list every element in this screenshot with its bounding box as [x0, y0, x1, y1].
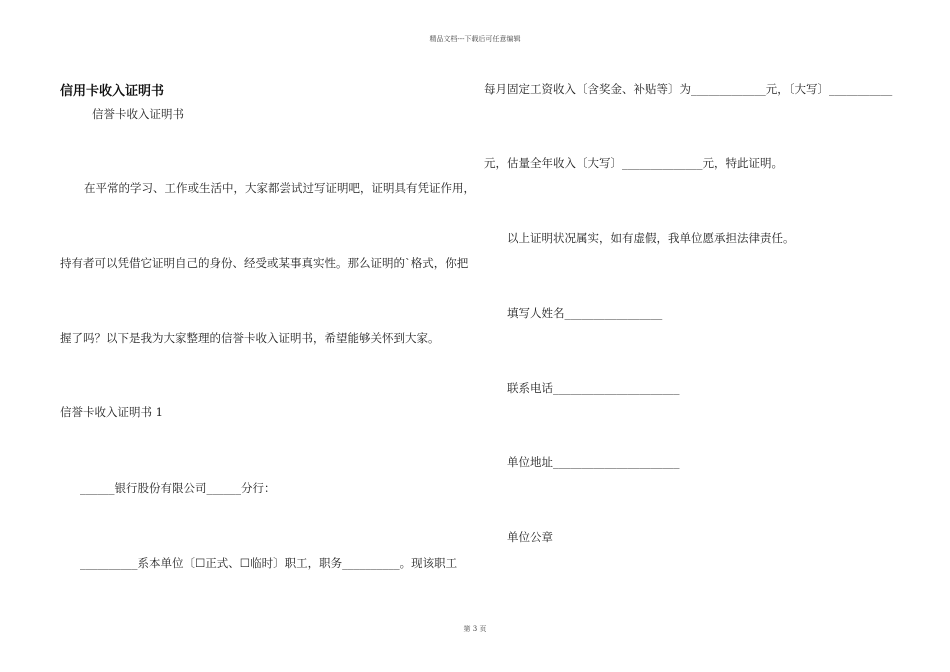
phone-field: 联系电话______________________ [507, 381, 680, 395]
document-title: 信用卡收入证明书 [60, 84, 165, 99]
intro-line-2: 持有者可以凭借它证明自己的身份、经受或某事真实性。那么证明的`格式，你把 [60, 256, 469, 270]
employee-line: __________系本单位〔☐正式、☐临时〕职工，职务__________。现该职工 [80, 556, 458, 570]
intro-line-3: 握了吗？以下是我为大家整理的信誉卡收入证明书，希望能够关怀到大家。 [60, 331, 440, 345]
guarantee-statement: 以上证明状况属实，如有虚假，我单位愿承担法律责任。 [507, 231, 795, 245]
subtitle: 信誉卡收入证明书 [92, 107, 184, 121]
page-header: 精品文档---下载后可任意编辑 [429, 35, 521, 43]
bank-line: ______银行股份有限公司______分行： [80, 481, 276, 495]
salary-line-2: 元，估量全年收入〔大写〕______________元，特此证明。 [484, 156, 783, 170]
intro-line-1: 在平常的学习、工作或生活中，大家都尝试过写证明吧，证明具有凭证作用， [84, 181, 475, 195]
company-seal-label: 单位公章 [507, 530, 553, 544]
page-number: 第 3 页 [463, 625, 487, 633]
section-heading: 信誉卡收入证明书 1 [60, 405, 163, 419]
salary-line-1: 每月固定工资收入〔含奖金、补贴等〕为_____________元，〔大写〕___________ [484, 82, 893, 96]
address-field: 单位地址______________________ [507, 455, 680, 469]
filler-name-field: 填写人姓名_________________ [507, 306, 663, 320]
